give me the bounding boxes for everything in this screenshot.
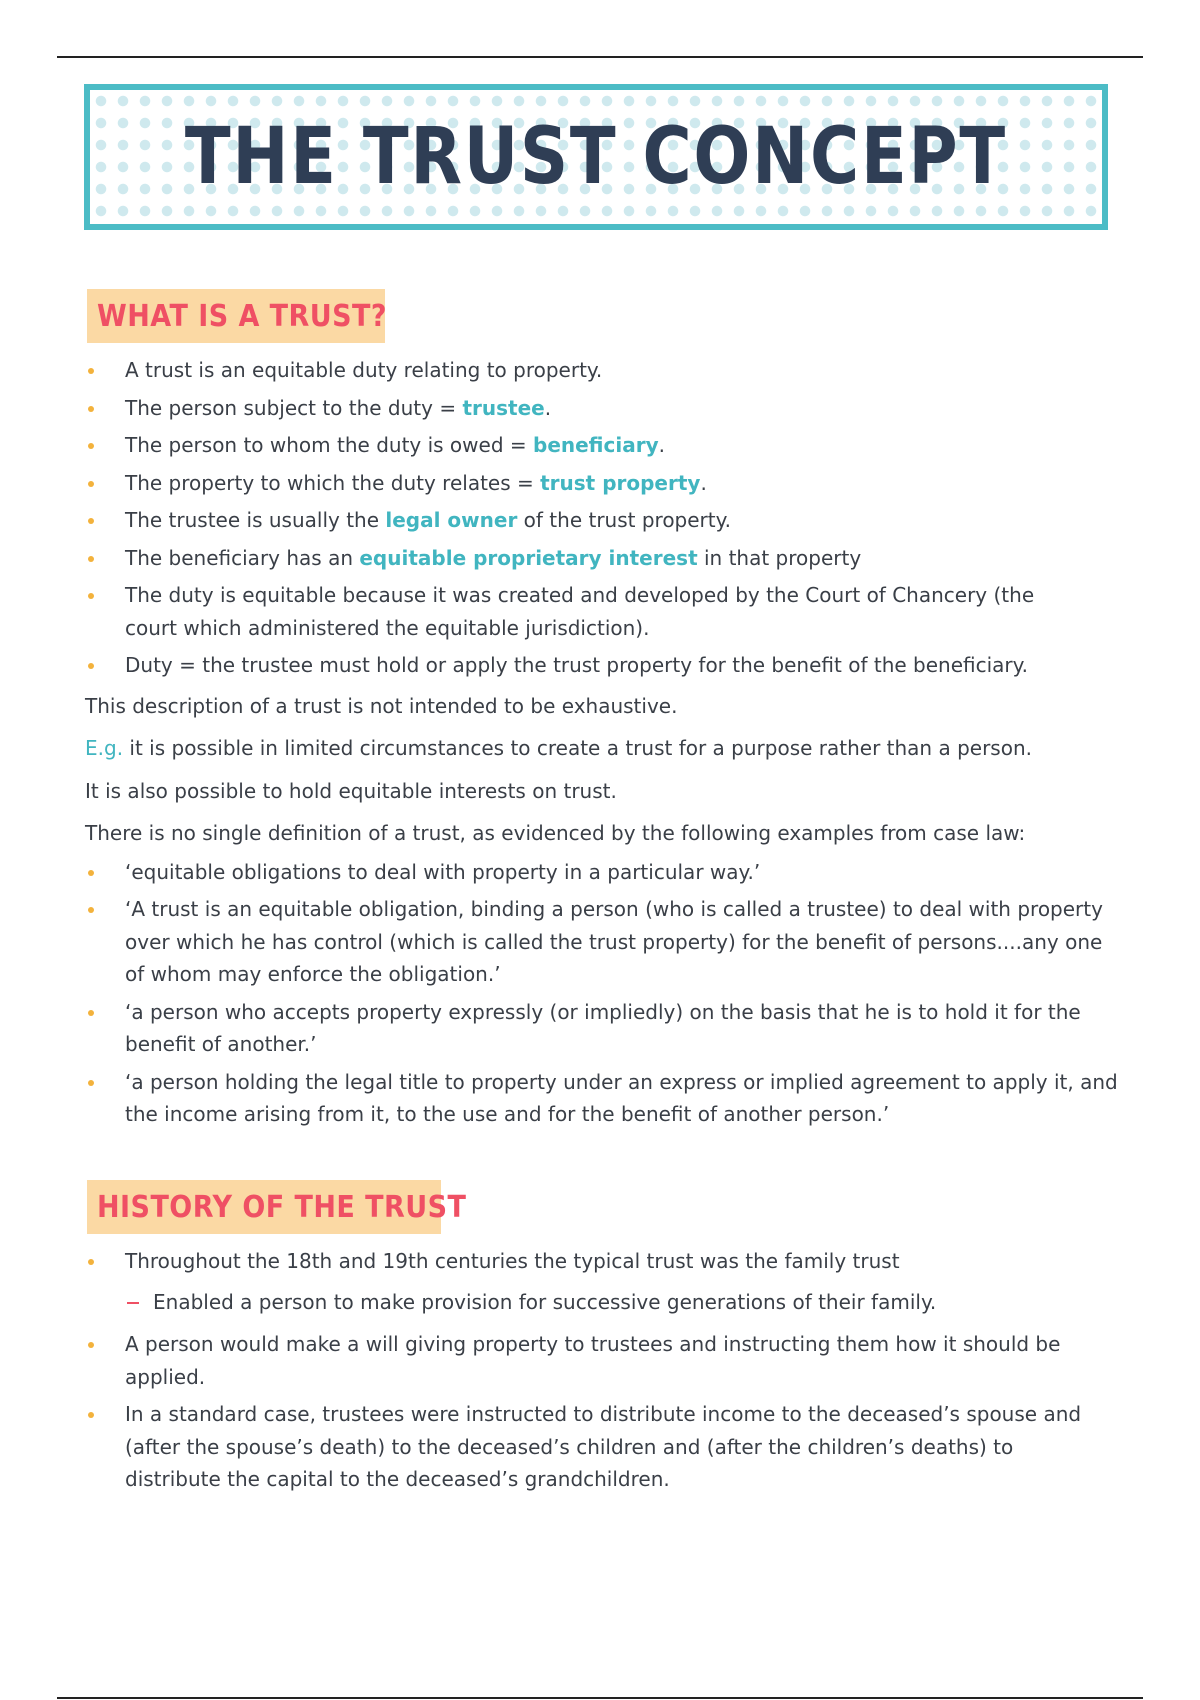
list-item-text: A person would make a will giving property to trustees and instructing them how it should be applied. bbox=[125, 1332, 1061, 1389]
list-item bbox=[85, 354, 1125, 387]
highlight-term: trustee bbox=[462, 395, 545, 420]
list-item-text: of the trust property. bbox=[517, 508, 731, 532]
title-banner bbox=[84, 84, 1108, 230]
example-text: it is possible in limited circumstances to create a trust for a purpose rather than a person. bbox=[123, 736, 1032, 760]
paragraph-example bbox=[85, 732, 1125, 765]
highlight-term: legal owner bbox=[385, 508, 518, 532]
highlight-term: trust property bbox=[540, 470, 701, 495]
list-item-text: . bbox=[544, 395, 552, 420]
list-item bbox=[85, 1245, 1125, 1278]
sub-list-item bbox=[85, 1286, 1125, 1319]
list-item bbox=[85, 467, 1125, 500]
list-item bbox=[85, 579, 1065, 644]
list-item bbox=[85, 542, 1125, 575]
list-item-text: In a standard case, trustees were instructed to distribute income to the deceased’s spouse and (after the spouse’s death) to the deceased’s children and (after the children’s deaths) to distribute the capital to the deceased’s grandchildren. bbox=[125, 1402, 1082, 1491]
quote-text: ‘a person who accepts property expressly (or impliedly) on the basis that he is to hold it for the benefit of another.’ bbox=[125, 999, 1081, 1056]
paragraph: It is also possible to hold equitable interests on trust. bbox=[85, 778, 617, 803]
list-item bbox=[85, 1398, 1085, 1496]
list-item bbox=[85, 429, 1125, 462]
list-item-text: The beneficiary has an bbox=[125, 545, 360, 570]
page-title: THE TRUST CONCEPT bbox=[184, 112, 1007, 202]
quote-text: ‘equitable obligations to deal with property in a particular way.’ bbox=[125, 859, 761, 884]
example-label: E.g. bbox=[85, 736, 124, 760]
list-item-text: Throughout the 18th and 19th centuries the typical trust was the family trust bbox=[125, 1249, 900, 1273]
paragraph: There is no single definition of a trust, as evidenced by the following examples from case law: bbox=[85, 821, 1026, 845]
list-item-text: The duty is equitable because it was created and developed by the Court of Chancery (the court which administered the equitable jurisdiction). bbox=[125, 583, 1035, 640]
list-item-text: The property to which the duty relates = bbox=[125, 470, 541, 495]
top-rule bbox=[57, 56, 1143, 58]
list-item-text: . bbox=[658, 433, 665, 457]
highlight-term: equitable proprietary interest bbox=[359, 545, 698, 570]
section-history bbox=[85, 1245, 1125, 1501]
quote-text: ‘a person holding the legal title to property under an express or implied agreement to apply it, and the income arising from it, to the use and for the benefit of another person.’ bbox=[125, 1069, 1118, 1126]
section-heading-label: WHAT IS A TRUST? bbox=[97, 298, 388, 334]
section-heading-what-is-a-trust bbox=[87, 289, 388, 343]
list-item bbox=[85, 504, 1125, 537]
quote-item bbox=[85, 893, 1125, 991]
paragraph: This description of a trust is not intended to be exhaustive. bbox=[85, 693, 678, 718]
quote-item bbox=[85, 856, 1125, 889]
list-item-text: . bbox=[700, 470, 707, 495]
section-heading-label: HISTORY OF THE TRUST bbox=[97, 1189, 467, 1225]
list-item-text: The person subject to the duty = bbox=[125, 395, 463, 420]
sub-list-item-text: Enabled a person to make provision for successive generations of their family. bbox=[153, 1289, 937, 1314]
quote-item bbox=[85, 1066, 1125, 1131]
list-item bbox=[85, 649, 1125, 682]
highlight-term: beneficiary bbox=[533, 433, 659, 457]
list-item bbox=[85, 392, 1125, 425]
quote-item bbox=[85, 996, 1085, 1061]
list-item-text: The trustee is usually the bbox=[125, 508, 386, 532]
list-item-text: The person to whom the duty is owed = bbox=[125, 433, 533, 457]
list-item-text: in that property bbox=[697, 545, 862, 570]
section-heading-history bbox=[87, 1180, 467, 1234]
list-item bbox=[85, 1328, 1085, 1393]
bottom-rule bbox=[57, 1697, 1143, 1699]
quote-text: ‘A trust is an equitable obligation, binding a person (who is called a trustee) to deal with property over which he has control (which is called the trust property) for the benefit of persons....any one of whom may enforce the obligation.’ bbox=[125, 897, 1103, 986]
section-what-is-a-trust bbox=[85, 354, 1125, 1136]
list-item-text: A trust is an equitable duty relating to property. bbox=[125, 358, 603, 382]
list-item-text: Duty = the trustee must hold or apply the trust property for the benefit of the beneficiary. bbox=[125, 653, 1028, 677]
